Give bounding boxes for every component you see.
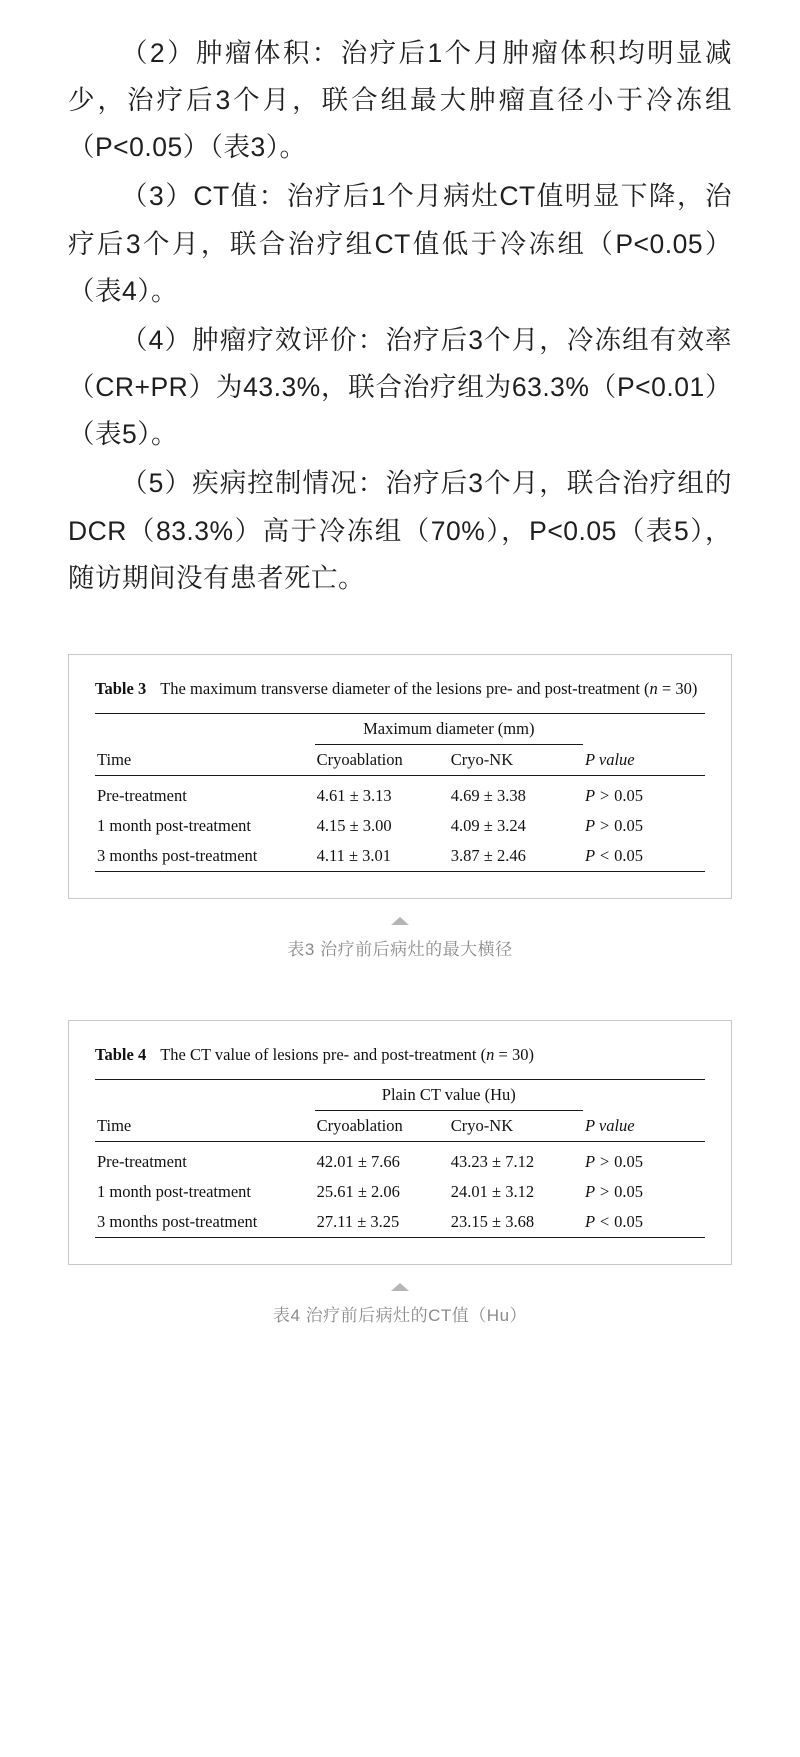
table-4-title-tail: = 30) [494,1044,534,1064]
table-3-r0-b: 4.69 ± 3.38 [449,775,583,811]
paragraph-tumor-volume: （2）肿瘤体积：治疗后1个月肿瘤体积均明显减少，治疗后3个月，联合组最大肿瘤直径小于冷冻组（P<0.05）（表3）。 [68,38,732,163]
table-3-r0-time: Pre-treatment [95,775,315,811]
table-3-r2-b: 3.87 ± 2.46 [449,841,583,872]
table-3-title [95,677,705,701]
caret-up-icon [391,1283,409,1291]
table-3-caption-wrap [68,917,732,960]
table-4-caption: 表4 治疗前后病灶的CT值（Hu） [272,1305,528,1325]
table-4-r1-p: P > 0.05 [584,1181,644,1201]
table-3-title-tail: = 30) [657,678,698,698]
table-4-r2-b: 23.15 ± 3.68 [449,1207,583,1238]
table-4-title-n: n [486,1044,495,1064]
table-4-r1-a: 25.61 ± 2.06 [316,1181,400,1201]
table-4-r0-p: P > 0.05 [583,1141,705,1177]
table-row [95,841,705,872]
table-4-r2-time: 3 months post-treatment [95,1207,315,1238]
paragraph-efficacy-evaluation: （4）肿瘤疗效评价：治疗后3个月，冷冻组有效率（CR+PR）为43.3%，联合治疗组为63.3%（P<0.01）（表5）。 [68,324,732,450]
table-4-card [68,1020,732,1265]
table-3-col-cryonk: Cryo-NK [450,749,514,769]
table-4-r0-a: 42.01 ± 7.66 [315,1141,449,1177]
table-3-title-text: The maximum transverse diameter of the lesions pre- and post-treatment ( [160,678,650,698]
table-3-r0-p: P > 0.05 [583,775,705,811]
table-3-caption: 表3 治疗前后病灶的最大横径 [287,939,513,959]
table-4-col-cryoablation: Cryoablation [316,1115,403,1135]
table-4-r2-p: P < 0.05 [583,1207,705,1238]
table-3-r2-p: P < 0.05 [583,841,705,872]
figure-table-4 [68,1020,732,1326]
table-4-label: Table 4 [95,1044,147,1064]
table-3-r1-time: 1 month post-treatment [97,815,251,835]
paragraph-disease-control: （5）疾病控制情况：治疗后3个月，联合治疗组的DCR（83.3%）高于冷冻组（70%），P<0.05（表5），随访期间没有患者死亡。 [68,468,732,593]
table-4-caption-wrap [68,1283,732,1326]
table-3-label: Table 3 [95,678,147,698]
table-4-r0-time: Pre-treatment [95,1141,315,1177]
table-4 [95,1079,705,1238]
table-row [95,1207,705,1238]
table-3-title-n: n [649,678,658,698]
table-4-col-cryonk: Cryo-NK [450,1115,514,1135]
table-4-r0-b: 43.23 ± 7.12 [449,1141,583,1177]
caret-up-icon [391,917,409,925]
figure-table-3 [68,654,732,960]
table-3-col-p: P value [583,713,705,775]
table-4-col-group: Plain CT value (Hu) [315,1079,583,1110]
table-4-title-text: The CT value of lesions pre- and post-treatment ( [160,1044,487,1064]
table-3 [95,713,705,872]
table-3-card [68,654,732,899]
paragraph-ct-value: （3）CT值：治疗后1个月病灶CT值明显下降，治疗后3个月，联合治疗组CT值低于冷冻组（P<0.05）（表4）。 [68,181,732,306]
table-4-col-p: P value [583,1079,705,1141]
table-3-r0-a: 4.61 ± 3.13 [315,775,449,811]
table-3-r2-a: 4.11 ± 3.01 [315,841,449,872]
table-row [95,811,705,841]
table-3-header-row [95,713,705,744]
table-3-col-cryoablation: Cryoablation [316,749,403,769]
table-row [95,775,705,811]
table-4-col-time: Time [95,1079,315,1141]
table-3-col-group: Maximum diameter (mm) [315,713,583,744]
table-3-r1-b: 4.09 ± 3.24 [450,815,526,835]
table-4-r1-time: 1 month post-treatment [97,1181,251,1201]
table-row [95,1177,705,1207]
table-3-col-time: Time [95,713,315,775]
table-4-r1-b: 24.01 ± 3.12 [450,1181,535,1201]
table-3-r1-a: 4.15 ± 3.00 [316,815,392,835]
table-4-r2-a: 27.11 ± 3.25 [315,1207,449,1238]
table-3-r1-p: P > 0.05 [584,815,644,835]
table-4-title [95,1043,705,1067]
table-3-r2-time: 3 months post-treatment [95,841,315,872]
table-4-header-row [95,1079,705,1110]
table-row [95,1141,705,1177]
